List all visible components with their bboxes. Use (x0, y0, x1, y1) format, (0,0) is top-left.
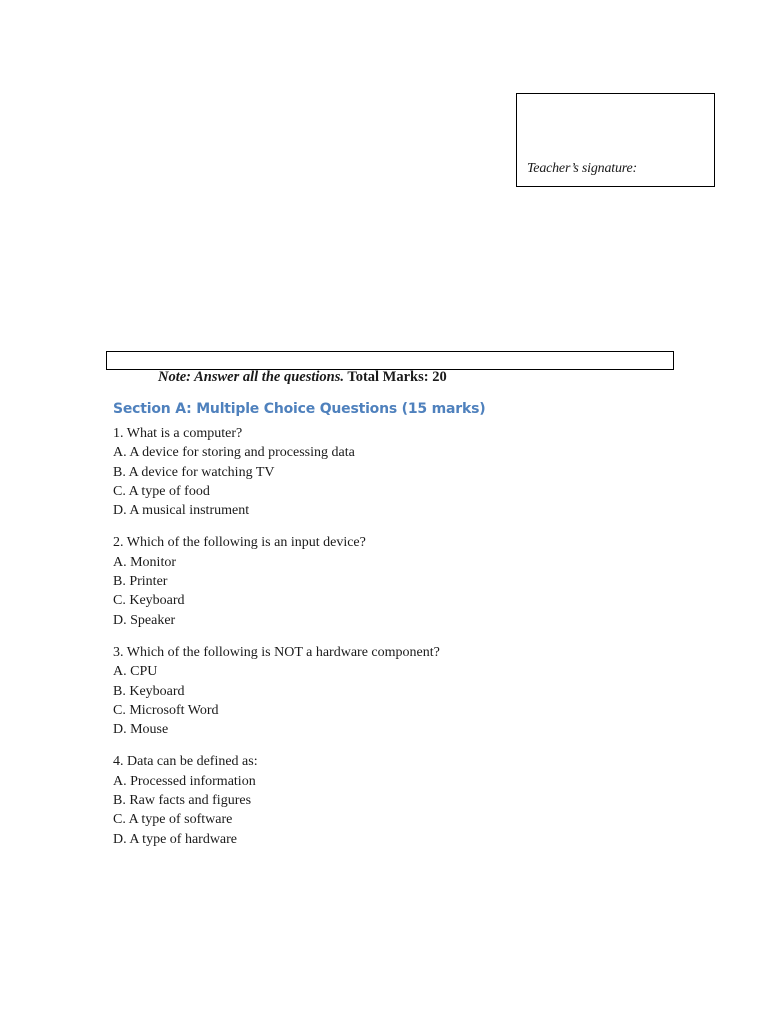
question-text: 2. Which of the following is an input device? (113, 535, 366, 551)
option-a: A. A device for storing and processing data (113, 445, 355, 461)
option-b: B. Raw facts and figures (113, 793, 252, 809)
note-instruction: Note: Answer all the questions. (158, 369, 344, 385)
option-d: D. Mouse (113, 722, 169, 738)
option-d: D. A musical instrument (113, 503, 250, 519)
note-total-marks: Total Marks: 20 (347, 369, 447, 385)
question-text: 4. Data can be defined as: (113, 754, 258, 770)
instructions-note (158, 369, 447, 386)
question-3 (113, 643, 673, 739)
option-d: D. Speaker (113, 612, 176, 628)
question-2 (113, 533, 673, 629)
option-b: B. Keyboard (113, 683, 185, 699)
question-text: 3. Which of the following is NOT a hardware component? (113, 644, 440, 660)
option-c: C. Microsoft Word (113, 702, 219, 718)
question-text: 1. What is a computer? (113, 426, 243, 441)
option-a: A. Monitor (113, 554, 176, 570)
option-a: A. Processed information (113, 773, 256, 789)
option-c: C. Keyboard (113, 593, 185, 609)
question-list (113, 424, 673, 862)
question-4 (113, 752, 673, 848)
option-c: C. A type of food (113, 483, 210, 499)
teacher-signature-box (516, 93, 715, 187)
teacher-signature-label: Teacher’s signature: (527, 161, 637, 176)
section-a-title: Section A: Multiple Choice Questions (15 marks) (113, 401, 486, 417)
option-b: B. Printer (113, 574, 168, 590)
option-c: C. A type of software (113, 812, 233, 828)
student-name-field (106, 351, 674, 370)
option-d: D. A type of hardware (113, 831, 238, 847)
option-b: B. A device for watching TV (113, 464, 275, 480)
question-1 (113, 424, 673, 520)
option-a: A. CPU (113, 664, 158, 680)
